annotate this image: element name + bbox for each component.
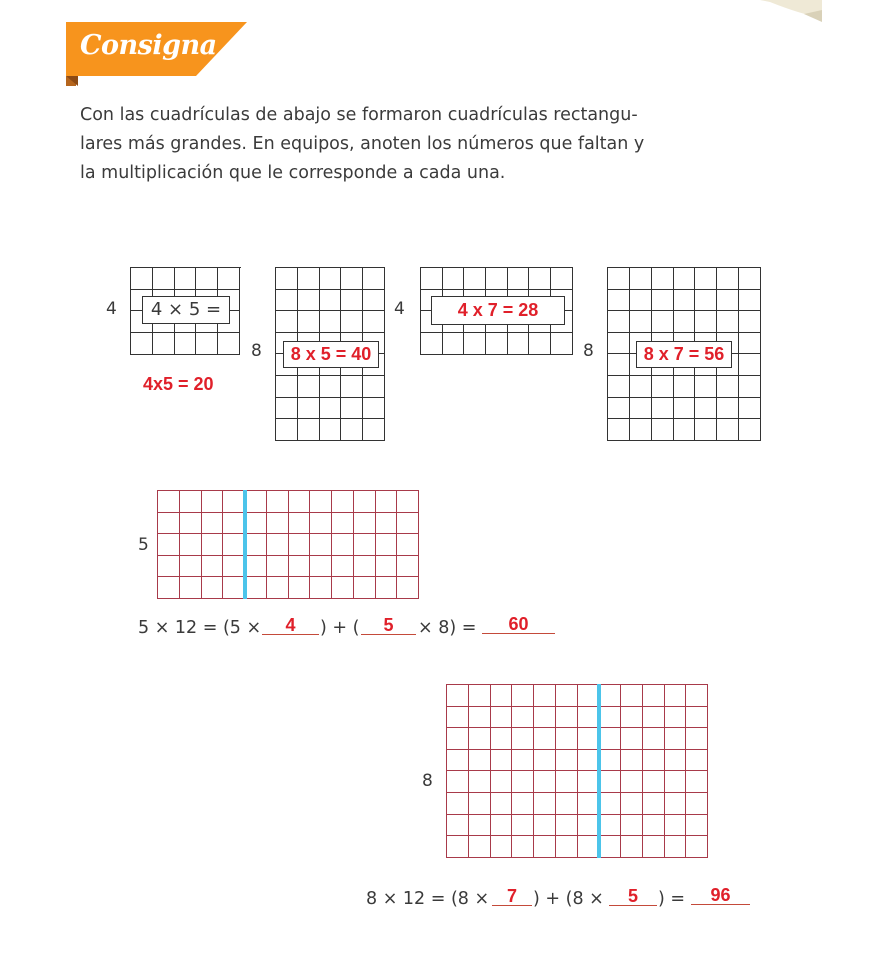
- grid-cell: [310, 491, 332, 513]
- grid-cell: [486, 268, 508, 290]
- grid-cell: [341, 398, 363, 420]
- instructions-paragraph: [80, 101, 670, 188]
- grid-cell: [354, 513, 376, 535]
- grid-cell: [512, 685, 534, 707]
- grid-cell: [202, 513, 224, 535]
- grid-cell: [289, 491, 311, 513]
- grid-cell: [320, 311, 342, 333]
- equation-2-answer-1: 7: [492, 887, 532, 906]
- grid-6-split-line: [597, 684, 601, 858]
- equation-1-mid-2: × 8) =: [418, 618, 477, 638]
- grid-cell: [630, 311, 652, 333]
- grid-cell: [223, 556, 245, 578]
- grid-cell: [276, 268, 298, 290]
- grid-cell: [739, 268, 761, 290]
- grid-cell: [556, 750, 578, 772]
- grid-cell: [376, 556, 398, 578]
- grid-cell: [695, 398, 717, 420]
- grid-cell: [202, 577, 224, 599]
- grid-cell: [421, 333, 443, 355]
- grid-cell: [153, 268, 175, 290]
- grid-cell: [643, 771, 665, 793]
- equation-2-mid-2: ) =: [658, 889, 686, 909]
- grid-cell: [665, 836, 687, 858]
- grid-cell: [245, 534, 267, 556]
- grid-cell: [665, 750, 687, 772]
- grid-cell: [332, 491, 354, 513]
- grid-cell: [298, 419, 320, 441]
- grid-cell: [469, 750, 491, 772]
- grid-cell: [276, 290, 298, 312]
- grid-3-label-box: 4 x 7 = 28: [431, 296, 565, 325]
- grid-cell: [363, 419, 385, 441]
- grid-cell: [599, 793, 621, 815]
- grid-cell: [643, 707, 665, 729]
- grid-cell: [447, 815, 469, 837]
- grid-cell: [276, 419, 298, 441]
- grid-cell: [686, 815, 708, 837]
- grid-2-label-box: 8 x 5 = 40: [283, 341, 379, 368]
- grid-cell: [621, 793, 643, 815]
- grid-cell: [652, 311, 674, 333]
- grid-cell: [674, 376, 696, 398]
- grid-cell: [397, 513, 419, 535]
- grid-cell: [332, 513, 354, 535]
- grid-cell: [245, 491, 267, 513]
- grid-1-answer: 4x5 = 20: [143, 374, 214, 394]
- grid-cell: [276, 376, 298, 398]
- grid-cell: [447, 836, 469, 858]
- grid-cell: [599, 707, 621, 729]
- grid-cell: [599, 685, 621, 707]
- grid-cell: [469, 815, 491, 837]
- equation-2-prefix: 8 × 12 = (8 ×: [366, 889, 490, 909]
- grid-cell: [447, 750, 469, 772]
- grid-5x12: [157, 490, 419, 599]
- grid-cell: [180, 556, 202, 578]
- grid-cell: [469, 707, 491, 729]
- equation-1-answer-1: 4: [262, 616, 319, 635]
- grid-cell: [608, 398, 630, 420]
- grid-cell: [223, 491, 245, 513]
- grid-cell: [447, 707, 469, 729]
- grid-cell: [486, 333, 508, 355]
- grid-cell: [665, 728, 687, 750]
- grid-cell: [599, 815, 621, 837]
- grid-cell: [376, 513, 398, 535]
- grid-cell: [310, 577, 332, 599]
- grid-cell: [491, 836, 513, 858]
- grid-cell: [652, 290, 674, 312]
- grid-cell: [397, 577, 419, 599]
- grid-cell: [717, 311, 739, 333]
- grid-cell: [529, 268, 551, 290]
- grid-cell: [397, 556, 419, 578]
- equation-2-answer-3: 96: [691, 886, 750, 905]
- grid-cell: [556, 707, 578, 729]
- grid-cell: [180, 513, 202, 535]
- grid-cell: [739, 290, 761, 312]
- equation-1-answer-3: 60: [482, 615, 555, 634]
- grid-cell: [310, 556, 332, 578]
- grid-cell: [621, 815, 643, 837]
- grid-cell: [131, 333, 153, 355]
- grid-cell: [695, 419, 717, 441]
- grid-4-rows-label: 8: [583, 341, 594, 361]
- grid-8x12: [446, 684, 708, 858]
- grid-cell: [447, 685, 469, 707]
- grid-cell: [491, 707, 513, 729]
- grid-cell: [551, 268, 573, 290]
- grid-cell: [180, 534, 202, 556]
- grid-cell: [491, 728, 513, 750]
- equation-2-answer-2: 5: [609, 887, 657, 906]
- grid-cell: [131, 268, 153, 290]
- grid-cell: [621, 836, 643, 858]
- grid-cell: [665, 771, 687, 793]
- grid-cell: [310, 534, 332, 556]
- grid-1-label-box: 4 × 5 =: [142, 296, 230, 324]
- grid-cell: [578, 707, 600, 729]
- grid-cell: [298, 398, 320, 420]
- grid-cell: [320, 268, 342, 290]
- grid-cell: [599, 728, 621, 750]
- grid-cell: [223, 577, 245, 599]
- grid-cell: [556, 771, 578, 793]
- grid-cell: [534, 685, 556, 707]
- grid-cell: [599, 771, 621, 793]
- grid-cell: [534, 793, 556, 815]
- grid-cell: [534, 728, 556, 750]
- grid-cell: [447, 728, 469, 750]
- grid-cell: [508, 268, 530, 290]
- grid-cell: [245, 513, 267, 535]
- grid-cell: [665, 815, 687, 837]
- grid-cell: [686, 836, 708, 858]
- grid-cell: [534, 750, 556, 772]
- grid-cell: [512, 750, 534, 772]
- grid-cell: [739, 419, 761, 441]
- grid-cell: [608, 311, 630, 333]
- grid-cell: [739, 354, 761, 376]
- grid-cell: [218, 268, 240, 290]
- grid-cell: [621, 750, 643, 772]
- grid-cell: [180, 491, 202, 513]
- grid-cell: [608, 376, 630, 398]
- grid-cell: [469, 728, 491, 750]
- grid-5-split-line: [243, 490, 247, 599]
- grid-cell: [630, 290, 652, 312]
- grid-cell: [686, 685, 708, 707]
- grid-cell: [469, 685, 491, 707]
- grid-cell: [652, 268, 674, 290]
- grid-cell: [202, 556, 224, 578]
- instructions-line: lares más grandes. En equipos, anoten los números que faltan y: [80, 134, 645, 154]
- grid-cell: [180, 577, 202, 599]
- grid-cell: [608, 268, 630, 290]
- grid-cell: [674, 398, 696, 420]
- grid-cell: [630, 419, 652, 441]
- grid-cell: [491, 685, 513, 707]
- grid-cell: [341, 290, 363, 312]
- grid-cell: [643, 836, 665, 858]
- grid-cell: [341, 376, 363, 398]
- grid-cell: [508, 333, 530, 355]
- grid-4-label-box: 8 x 7 = 56: [636, 341, 732, 368]
- grid-cell: [447, 771, 469, 793]
- grid-cell: [739, 311, 761, 333]
- grid-cell: [376, 577, 398, 599]
- grid-cell: [267, 534, 289, 556]
- equation-1-prefix: 5 × 12 = (5 ×: [138, 618, 262, 638]
- grid-cell: [621, 685, 643, 707]
- grid-cell: [643, 793, 665, 815]
- grid-cell: [202, 534, 224, 556]
- grid-cell: [599, 750, 621, 772]
- grid-cell: [175, 268, 197, 290]
- grid-cell: [158, 491, 180, 513]
- grid-cell: [643, 815, 665, 837]
- grid-cell: [556, 815, 578, 837]
- grid-cell: [556, 685, 578, 707]
- grid-cell: [529, 333, 551, 355]
- grid-cell: [289, 513, 311, 535]
- grid-cell: [464, 268, 486, 290]
- grid-cell: [643, 750, 665, 772]
- grid-cell: [608, 419, 630, 441]
- grid-cell: [621, 728, 643, 750]
- grid-cell: [674, 311, 696, 333]
- grid-cell: [267, 556, 289, 578]
- grid-cell: [491, 815, 513, 837]
- grid-cell: [599, 836, 621, 858]
- grid-cell: [469, 836, 491, 858]
- grid-cell: [630, 268, 652, 290]
- grid-cell: [320, 376, 342, 398]
- grid-cell: [512, 836, 534, 858]
- grid-5-rows-label: 5: [138, 535, 149, 555]
- grid-cell: [717, 290, 739, 312]
- grid-cell: [310, 513, 332, 535]
- grid-cell: [512, 707, 534, 729]
- grid-cell: [578, 750, 600, 772]
- instructions-line: Con las cuadrículas de abajo se formaron cuadrículas rectangu-: [80, 105, 638, 125]
- instructions-line: la multiplicación que le corresponde a cada una.: [80, 163, 506, 183]
- grid-cell: [332, 556, 354, 578]
- grid-cell: [665, 685, 687, 707]
- grid-cell: [332, 577, 354, 599]
- grid-cell: [320, 290, 342, 312]
- grid-cell: [245, 556, 267, 578]
- grid-cell: [289, 556, 311, 578]
- grid-cell: [717, 376, 739, 398]
- grid-cell: [717, 398, 739, 420]
- grid-cell: [421, 268, 443, 290]
- grid-3-rows-label: 4: [394, 299, 405, 319]
- grid-cell: [556, 728, 578, 750]
- grid-cell: [443, 268, 465, 290]
- grid-cell: [196, 333, 218, 355]
- grid-cell: [665, 793, 687, 815]
- grid-cell: [491, 750, 513, 772]
- grid-cell: [512, 771, 534, 793]
- grid-cell: [695, 290, 717, 312]
- grid-cell: [354, 577, 376, 599]
- grid-6-rows-label: 8: [422, 771, 433, 791]
- grid-cell: [739, 376, 761, 398]
- grid-cell: [376, 534, 398, 556]
- grid-cell: [686, 728, 708, 750]
- grid-cell: [695, 311, 717, 333]
- grid-cell: [534, 707, 556, 729]
- grid-cell: [469, 793, 491, 815]
- grid-cell: [608, 333, 630, 355]
- grid-cell: [556, 793, 578, 815]
- grid-cell: [491, 771, 513, 793]
- grid-cell: [341, 268, 363, 290]
- grid-cell: [578, 728, 600, 750]
- grid-cell: [245, 577, 267, 599]
- grid-cell: [686, 707, 708, 729]
- grid-1-rows-label: 4: [106, 299, 117, 319]
- grid-cell: [158, 577, 180, 599]
- grid-cell: [491, 793, 513, 815]
- grid-cell: [512, 793, 534, 815]
- grid-cell: [218, 333, 240, 355]
- grid-cell: [674, 419, 696, 441]
- grid-cell: [652, 398, 674, 420]
- grid-cell: [643, 685, 665, 707]
- grid-cell: [397, 534, 419, 556]
- grid-cell: [267, 513, 289, 535]
- grid-cell: [289, 577, 311, 599]
- grid-2-rows-label: 8: [251, 341, 262, 361]
- grid-cell: [652, 376, 674, 398]
- grid-cell: [341, 419, 363, 441]
- grid-cell: [534, 771, 556, 793]
- grid-cell: [332, 534, 354, 556]
- grid-cell: [717, 419, 739, 441]
- grid-cell: [630, 398, 652, 420]
- grid-cell: [363, 311, 385, 333]
- grid-cell: [608, 290, 630, 312]
- grid-cell: [556, 836, 578, 858]
- grid-cell: [153, 333, 175, 355]
- grid-cell: [363, 398, 385, 420]
- grid-cell: [276, 311, 298, 333]
- grid-cell: [276, 398, 298, 420]
- grid-cell: [267, 491, 289, 513]
- grid-cell: [354, 556, 376, 578]
- grid-cell: [630, 376, 652, 398]
- grid-cell: [464, 333, 486, 355]
- grid-cell: [469, 771, 491, 793]
- grid-cell: [298, 311, 320, 333]
- grid-cell: [695, 268, 717, 290]
- grid-cell: [223, 513, 245, 535]
- grid-cell: [608, 354, 630, 376]
- grid-cell: [158, 556, 180, 578]
- grid-cell: [512, 815, 534, 837]
- grid-cell: [652, 419, 674, 441]
- grid-cell: [320, 398, 342, 420]
- grid-cell: [512, 728, 534, 750]
- grid-cell: [202, 491, 224, 513]
- grid-cell: [578, 685, 600, 707]
- grid-cell: [363, 376, 385, 398]
- equation-1-mid-1: ) + (: [320, 618, 360, 638]
- grid-cell: [686, 793, 708, 815]
- grid-cell: [643, 728, 665, 750]
- grid-cell: [376, 491, 398, 513]
- grid-cell: [289, 534, 311, 556]
- grid-cell: [397, 491, 419, 513]
- grid-cell: [534, 815, 556, 837]
- grid-cell: [578, 836, 600, 858]
- grid-cell: [621, 771, 643, 793]
- grid-cell: [175, 333, 197, 355]
- grid-cell: [298, 290, 320, 312]
- grid-cell: [447, 793, 469, 815]
- grid-cell: [363, 268, 385, 290]
- grid-cell: [686, 771, 708, 793]
- grid-cell: [267, 577, 289, 599]
- banner-title: Consigna: [80, 30, 217, 61]
- grid-cell: [363, 290, 385, 312]
- grid-cell: [354, 534, 376, 556]
- grid-cell: [196, 268, 218, 290]
- grid-cell: [320, 419, 342, 441]
- grid-cell: [739, 333, 761, 355]
- page-corner-decoration: [760, 0, 830, 26]
- grid-cell: [158, 534, 180, 556]
- grid-cell: [686, 750, 708, 772]
- grid-cell: [578, 793, 600, 815]
- grid-cell: [158, 513, 180, 535]
- equation-2-mid-1: ) + (8 ×: [533, 889, 604, 909]
- grid-cell: [551, 333, 573, 355]
- grid-cell: [695, 376, 717, 398]
- grid-cell: [298, 376, 320, 398]
- grid-cell: [674, 290, 696, 312]
- grid-cell: [578, 771, 600, 793]
- grid-cell: [298, 268, 320, 290]
- equation-1-answer-2: 5: [361, 616, 416, 635]
- grid-cell: [674, 268, 696, 290]
- grid-cell: [341, 311, 363, 333]
- grid-cell: [621, 707, 643, 729]
- grid-cell: [739, 398, 761, 420]
- grid-cell: [717, 268, 739, 290]
- grid-cell: [354, 491, 376, 513]
- grid-cell: [534, 836, 556, 858]
- grid-cell: [665, 707, 687, 729]
- grid-cell: [443, 333, 465, 355]
- grid-cell: [578, 815, 600, 837]
- grid-cell: [223, 534, 245, 556]
